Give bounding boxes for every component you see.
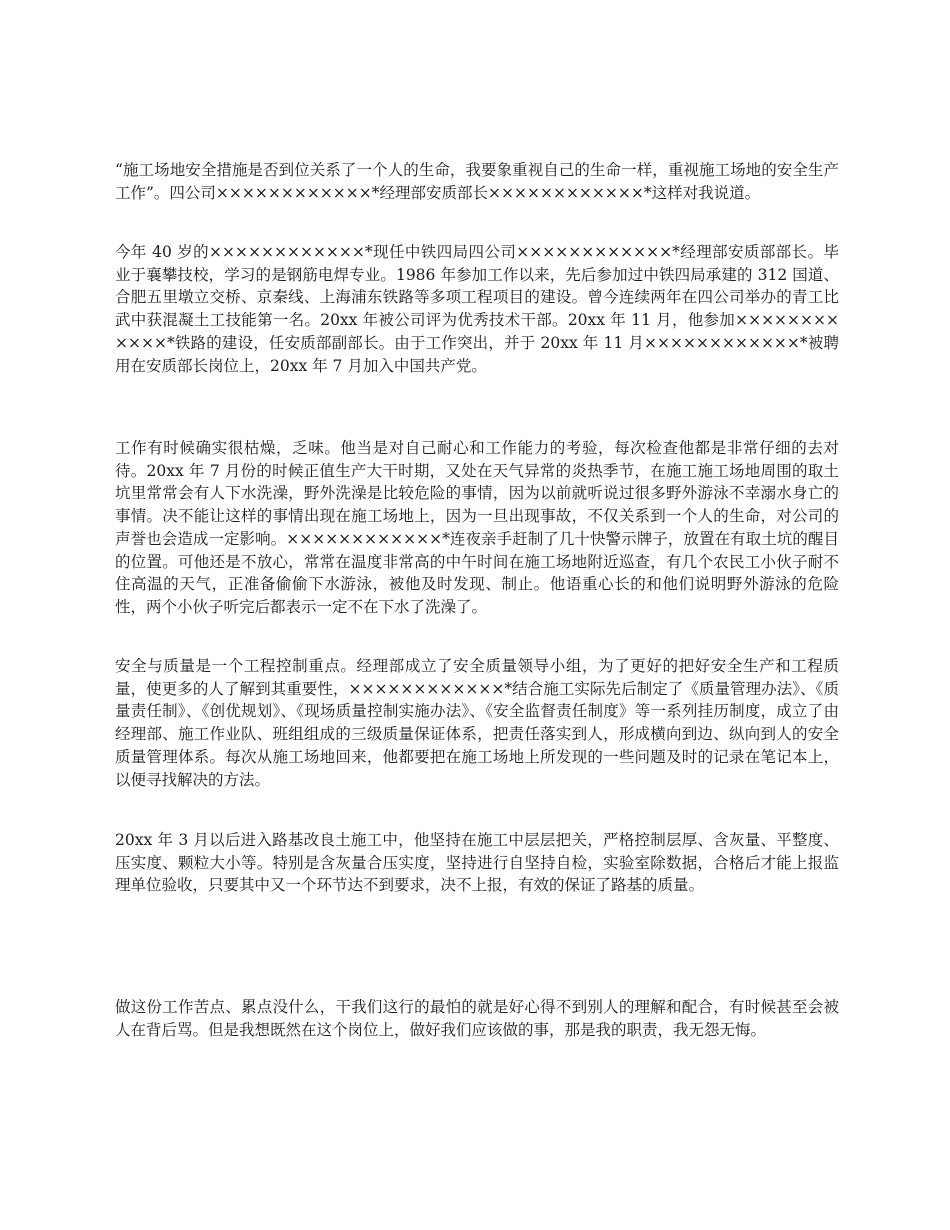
paragraph-closing: 做这份工作苦点、累点没什么，干我们这行的最怕的就是好心得不到别人的理解和配合，有时候甚至会被人在背后骂。但是我想既然在这个岗位上，做好我们应该做的事，那是我的职责，我无怨无悔。 [115,998,839,1039]
paragraph-quote: “施工场地安全措施是否到位关系了一个人的生命，我要象重视自己的生命一样，重视施工场地的安全生产工作”。四公司××××××××××××*经理部安质部长××××××××××××*这样对我说道。 [115,161,839,202]
paragraph-summer-safety: 工作有时候确实很枯燥，乏味。他当是对自己耐心和工作能力的考验，每次检查他都是非常仔细的去对待。20xx 年 7 月份的时候正值生产大干时期，又处在天气异常的炎热季节，在施工施工场地周围的取土坑里常常会有人下水洗澡，野外洗澡是比较危险的事情，因为以前就听说过很多野外游泳不幸溺水身亡的事情。决不能让这样的事情出现在施工场地上，因为一旦出现事故，不仅关系到一个人的生命，对公司的声誉也会造成一定影响。××××××××××××*连夜亲手赶制了几十快警示牌子，放置在有取土坑的醒目的位置。可他还是不放心，常常在温度非常高的中午时间在施工场地附近巡查，有几个农民工小伙子耐不住高温的天气，正准备偷偷下水游泳，被他及时发现、制止。他语重心长的和他们说明野外游泳的危险性，两个小伙子听完后都表示一定不在下水了洗澡了。 [115,439,839,616]
paragraph-roadbed: 20xx 年 3 月以后进入路基改良土施工中，他坚持在施工中层层把关，严格控制层厚、含灰量、平整度、压实度、颗粒大小等。特别是含灰量合压实度，坚持进行自坚持自检，实验室除数据，合格后才能上报监理单位验收，只要其中又一个环节达不到要求，决不上报，有效的保证了路基的质量。 [115,831,839,895]
paragraph-profile: 今年 40 岁的××××××××××××*现任中铁四局四公司××××××××××××*经理部安质部部长。毕业于襄攀技校，学习的是钢筋电焊专业。1986 年参加工作以来，先后参加过中铁四局承建的 312 国道、合肥五里墩立交桥、京秦线、上海浦东铁路等多项工程项目的建设。曾今连续两年在四公司举办的青工比武中获混凝土工技能第一名。20xx 年被公司评为优秀技术干部。20xx 年 11 月，他参加××××××××××××*铁路的建设，任安质部副部长。由于工作突出，并于 20xx 年 11 月××××××××××××*被聘用在安质部长岗位上，20xx 年 7 月加入中国共产党。 [115,243,839,375]
paragraph-quality-system: 安全与质量是一个工程控制重点。经理部成立了安全质量领导小组，为了更好的把好安全生产和工程质量，使更多的人了解到其重要性，××××××××××××*结合施工实际先后制定了《质量管理办法》、《质量责任制》、《创优规划》、《现场质量控制实施办法》、《安全监督责任制度》等一系列挂历制度，成立了由经理部、施工作业队、班组组成的三级质量保证体系，把责任落实到人，形成横向到边、纵向到人的安全质量管理体系。每次从施工场地回来，他都要把在施工场地上所发现的一些问题及时的记录在笔记本上，以便寻找解决的方法。 [115,657,839,789]
